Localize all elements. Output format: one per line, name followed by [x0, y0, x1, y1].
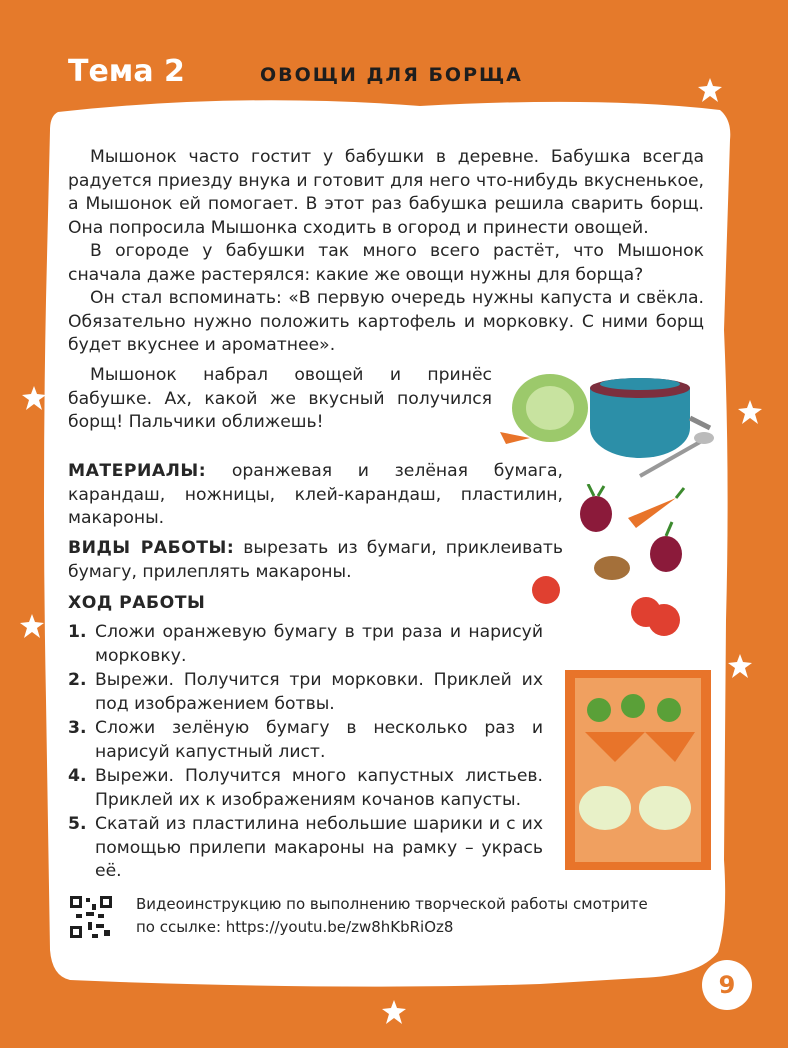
step-number: 5. — [68, 814, 87, 834]
craft-example-photo — [565, 670, 711, 870]
work-types-section — [68, 537, 563, 584]
step-text: Скатай из пластилина небольшие шарики и с их помощью прилепи макароны на рамку – укрась её. — [95, 814, 543, 881]
page-number: 9 — [702, 960, 752, 1010]
materials-section — [68, 460, 563, 531]
leaf-icon — [20, 614, 44, 638]
story-paragraph: Мышонок набрал овощей и принёс бабушке. Ах, какой же вкусный получился борщ! Пальчики оближешь! — [68, 365, 492, 432]
materials-text: оранжевая и зелёная бумага, карандаш, ножницы, клей-карандаш, пластилин, макароны. — [68, 461, 564, 528]
cabbage-pot-illustration — [490, 358, 720, 488]
story-paragraph: В огороде у бабушки так много всего растёт, что Мышонок сначала даже растерялся: какие же овощи нужны для борща? — [68, 241, 704, 285]
leaf-icon — [22, 386, 46, 410]
leaf-icon — [382, 1000, 406, 1024]
work-types-text: вырезать из бумаги, приклеивать бумагу, прилеплять макароны. — [68, 538, 563, 582]
step-item — [68, 813, 543, 884]
procedure-steps — [68, 621, 543, 885]
step-text: Сложи оранжевую бумагу в три раза и нарисуй морковку. — [95, 622, 543, 666]
leaf-icon — [698, 78, 722, 102]
video-link[interactable]: по ссылке: https://youtu.be/zw8hKbRiOz8 — [136, 918, 454, 936]
video-instruction — [136, 893, 648, 939]
qr-code[interactable] — [68, 894, 114, 940]
step-text: Вырежи. Получится три морковки. Приклей их под изображением ботвы. — [95, 670, 543, 714]
step-item — [68, 621, 543, 668]
step-text: Вырежи. Получится много капустных листьев. Приклей их к изображениям кочанов капусты. — [95, 766, 543, 810]
story-block-1 — [68, 146, 704, 358]
work-types-label: ВИДЫ РАБОТЫ: — [68, 538, 235, 558]
leaf-icon — [738, 400, 762, 424]
materials-label: МАТЕРИАЛЫ: — [68, 461, 207, 481]
step-item — [68, 765, 543, 812]
step-text: Сложи зелёную бумагу в несколько раз и нарисуй капустный лист. — [95, 718, 543, 762]
video-text: Видеоинструкцию по выполнению творческой работы смотрите — [136, 895, 648, 913]
topic-number: Тема 2 — [68, 54, 185, 89]
leaf-icon — [728, 654, 752, 678]
step-number: 4. — [68, 766, 87, 786]
story-paragraph: Мышонок часто гостит у бабушки в деревне. Бабушка всегда радуется приезду внука и готовит для него что-нибудь вкусненькое, а Мышонок ей помогает. В этот раз бабушка решила сварить борщ. Она попросила Мышонка сходить в огород и принести овощей. — [68, 147, 704, 238]
step-number: 3. — [68, 718, 87, 738]
story-block-2 — [68, 364, 492, 435]
step-number: 1. — [68, 622, 87, 642]
step-number: 2. — [68, 670, 87, 690]
story-paragraph: Он стал вспоминать: «В первую очередь нужны капуста и свёкла. Обязательно нужно положить картофель и морковку. С ними борщ будет вкуснее и ароматнее». — [68, 288, 704, 355]
tomatoes-illustration — [530, 574, 690, 644]
procedure-title: ХОД РАБОТЫ — [68, 593, 206, 613]
page-title: ОВОЩИ ДЛЯ БОРЩА — [260, 64, 523, 86]
step-item — [68, 717, 543, 764]
step-item — [68, 669, 543, 716]
